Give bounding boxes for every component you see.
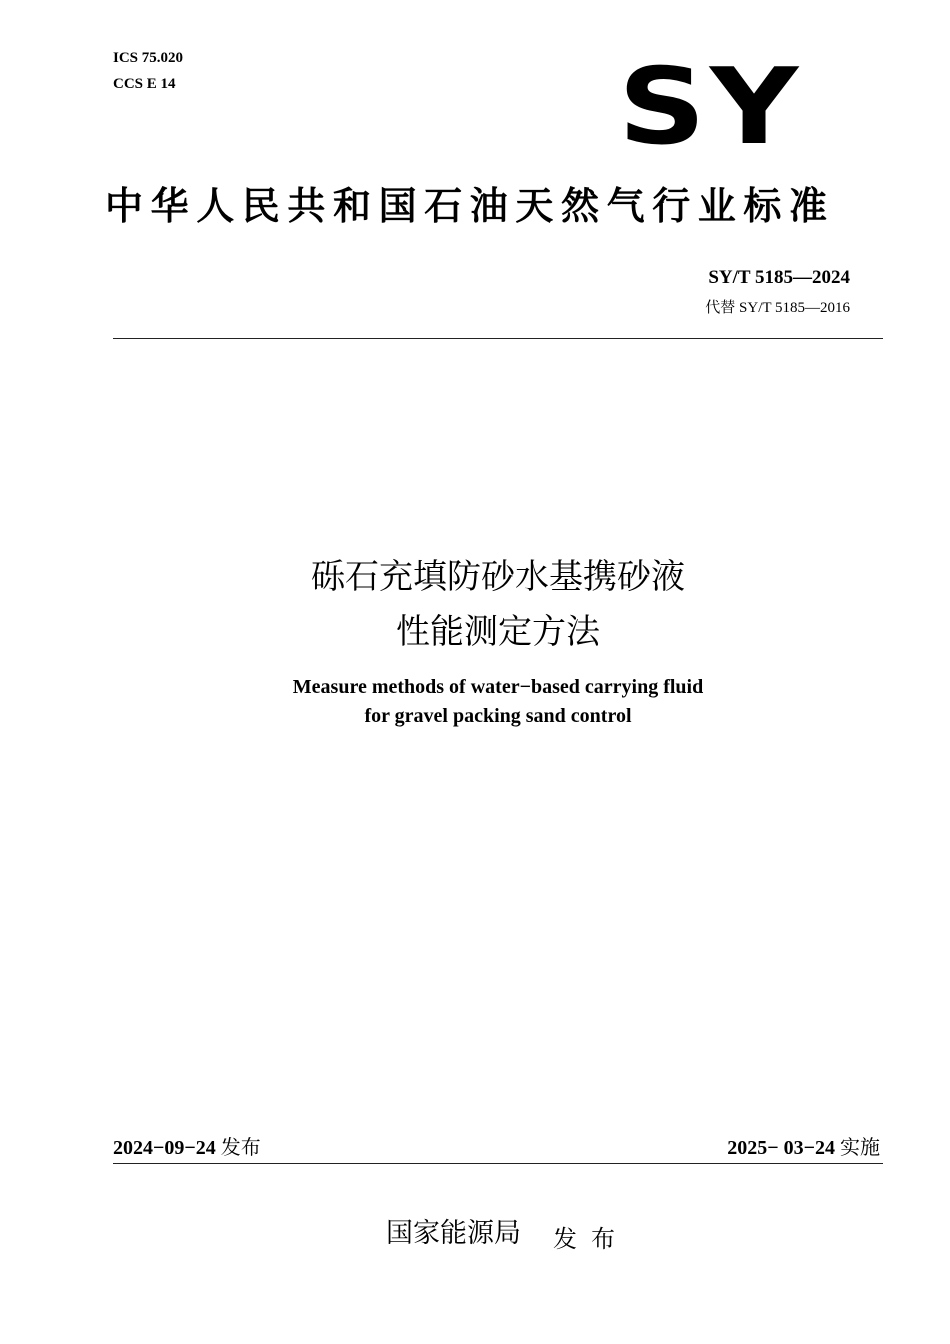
- ccs-code: CCS E 14: [113, 76, 176, 92]
- title-chinese-line-2: 性能测定方法: [396, 612, 600, 652]
- top-divider: [113, 338, 883, 339]
- standard-code: SY/T 5185—2024: [708, 267, 850, 288]
- title-english-line-2: for gravel packing sand control: [364, 705, 632, 727]
- issue-date-block: [113, 1134, 261, 1161]
- ics-code: ICS 75.020: [113, 50, 184, 66]
- title-english-line-1: Measure methods of water−based carrying fluid: [292, 676, 704, 698]
- issue-label: 发布: [220, 1135, 261, 1159]
- title-chinese-line-1: 砾石充填防砂水基携砂液: [311, 557, 685, 597]
- publish-label: 发布: [553, 1225, 629, 1253]
- implement-date: 2025− 03−24: [727, 1137, 835, 1159]
- implement-label: 实施: [840, 1135, 880, 1159]
- bottom-divider: [113, 1163, 883, 1164]
- issue-date: 2024−09−24: [113, 1137, 216, 1159]
- publisher-name: 国家能源局: [386, 1218, 521, 1249]
- sy-logo: SY: [618, 45, 803, 169]
- replaces-note: 代替 SY/T 5185—2016: [705, 300, 850, 316]
- standard-category-title: 中华人民共和国石油天然气行业标准: [105, 184, 835, 228]
- implement-date-block: [727, 1134, 880, 1161]
